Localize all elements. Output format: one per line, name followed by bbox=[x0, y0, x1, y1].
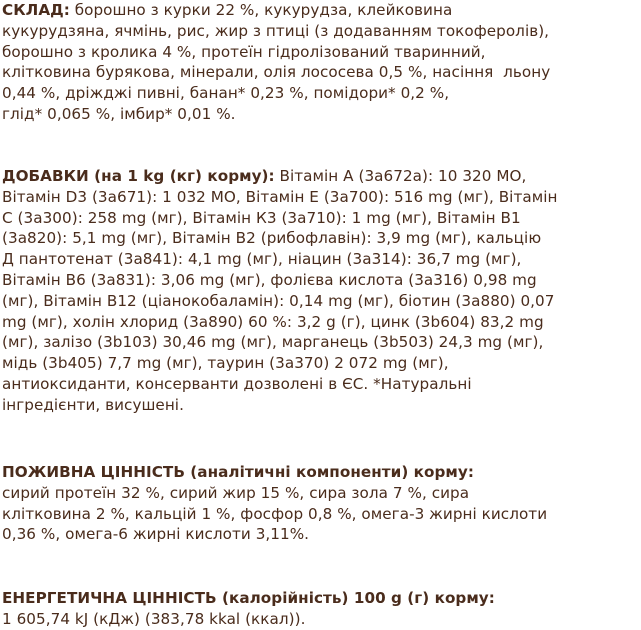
additives-line: інгредієнти, висушені. bbox=[2, 395, 184, 414]
composition-section bbox=[2, 0, 550, 125]
nutrition-line: клітковина 2 %, кальцій 1 %, фосфор 0,8 %, омега-3 жирні кислоти bbox=[2, 504, 548, 523]
nutrition-section bbox=[2, 462, 547, 545]
energy-heading: ЕНЕРГЕТИЧНА ЦІННІСТЬ (калорійність) 100 g (г) корму: bbox=[2, 589, 495, 607]
composition-line: глід* 0,065 %, імбир* 0,01 %. bbox=[2, 104, 236, 123]
additives-line: Д пантотенат (3a841): 4,1 mg (мг), ніацин (3a314): 36,7 mg (мг), bbox=[2, 250, 522, 269]
nutrition-line: 0,36 %, омега-6 жирні кислоти 3,11%. bbox=[2, 525, 310, 544]
additives-line: (3a820): 5,1 mg (мг), Вітамін B2 (рибофлавін): 3,9 mg (мг), кальцію bbox=[2, 229, 542, 248]
additives-text: Вітамін A (3a672a): 10 320 МО, bbox=[274, 167, 527, 185]
additives-line: (мг), Вітамін В12 (ціанокобаламін): 0,14 mg (мг), біотин (3a880) 0,07 bbox=[2, 291, 555, 310]
composition-line: борошно з кролика 4 %, протеїн гідролізований тваринний, bbox=[2, 42, 486, 61]
composition-line: кукурудзяна, ячмінь, рис, жир з птиці (з додаванням токоферолів), bbox=[2, 21, 550, 40]
additives-line: Вітамін B6 (3a831): 3,06 mg (мг), фолієва кислота (3a316) 0,98 mg bbox=[2, 270, 537, 289]
composition-heading: СКЛАД: bbox=[2, 1, 70, 19]
additives-line: Вітамін D3 (3a671): 1 032 МО, Вітамін E (3a700): 516 mg (мг), Вітамін bbox=[2, 187, 558, 206]
composition-line: клітковина бурякова, мінерали, олія лососева 0,5 %, насіння льону bbox=[2, 63, 551, 82]
additives-line: мідь (3b405) 7,7 mg (мг), таурин (3a370) 2 072 mg (мг), bbox=[2, 354, 449, 373]
energy-section bbox=[2, 588, 495, 630]
additives-line: (мг), залізо (3b103) 30,46 mg (мг), марганець (3b503) 24,3 mg (мг), bbox=[2, 333, 544, 352]
nutrition-heading: ПОЖИВНА ЦІННІСТЬ (аналітичні компоненти) корму: bbox=[2, 463, 474, 481]
additives-line-1 bbox=[2, 166, 557, 187]
additives-line: C (3a300): 258 mg (мг), Вітамін К3 (3a710): 1 mg (мг), Вітамін B1 bbox=[2, 208, 521, 227]
composition-text: борошно з курки 22 %, кукурудза, клейковина bbox=[69, 1, 453, 19]
additives-line: антиоксиданти, консерванти дозволені в ЄС. *Натуральні bbox=[2, 374, 472, 393]
energy-line: 1 605,74 kJ (кДж) (383,78 kkal (ккал)). bbox=[2, 609, 306, 628]
composition-line-1 bbox=[2, 0, 550, 21]
composition-line: 0,44 %, дріжджі пивні, банан* 0,23 %, помідори* 0,2 %, bbox=[2, 84, 450, 103]
additives-line: mg (мг), холін хлорид (3a890) 60 %: 3,2 g (г), цинк (3b604) 83,2 mg bbox=[2, 312, 544, 331]
additives-section bbox=[2, 166, 557, 416]
additives-heading: ДОБАВКИ (на 1 kg (кг) корму): bbox=[2, 167, 275, 185]
nutrition-line: сирий протеїн 32 %, сирий жир 15 %, сира зола 7 %, сира bbox=[2, 483, 470, 502]
